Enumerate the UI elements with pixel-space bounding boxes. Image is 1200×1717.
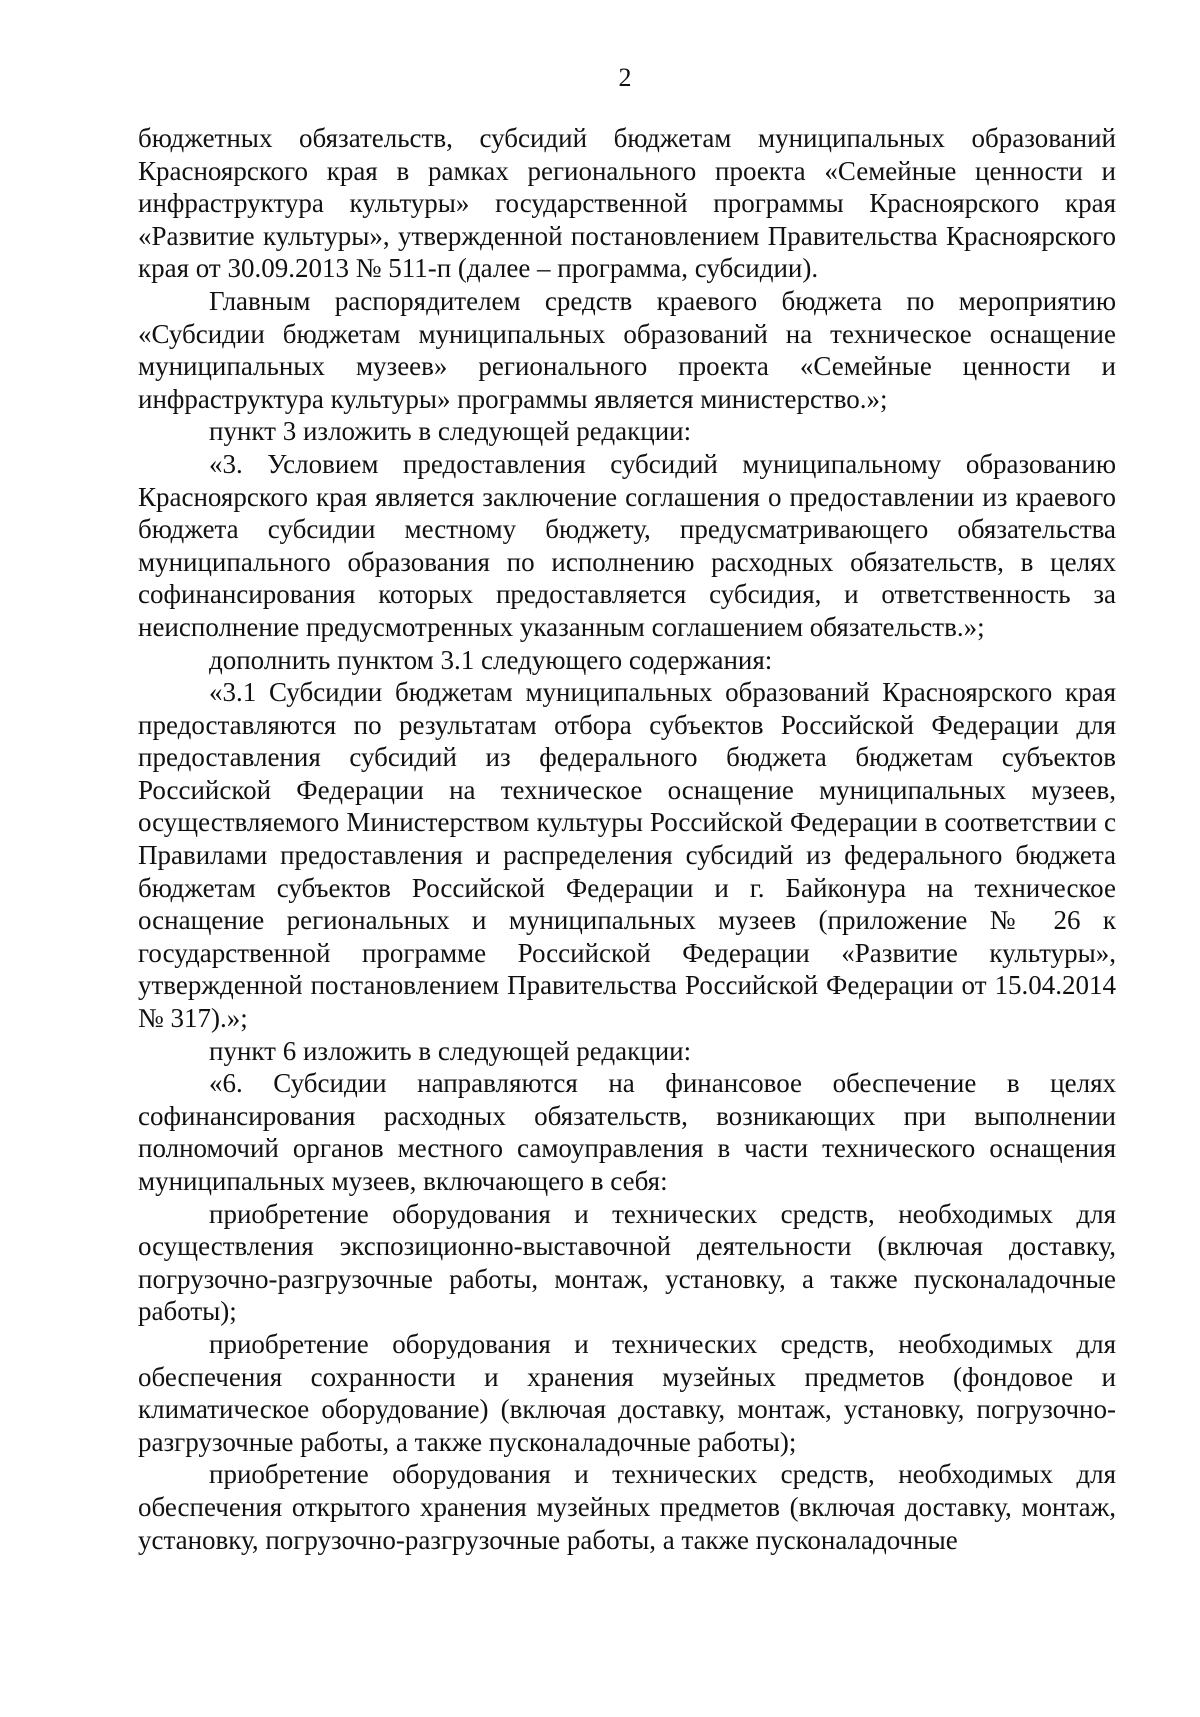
paragraph-item-6: «6. Субсидии направляются на финансовое обеспечение в целях софинансирования расходных обязательств, возникающих при выполнении полномочий органов местного самоуправления в части технического оснащения муниципальных музеев, включающего в себя: <box>138 1068 1116 1196</box>
paragraph-storage-equipment: приобретение оборудования и технических средств, необходимых для обеспечения сохранности и хранения музейных предметов (фондовое и климатическое оборудование) (включая доставку, монтаж, установку, погрузочно-разгрузочные работы, а также пусконаладочные работы); <box>138 1328 1116 1457</box>
page-number: 2 <box>618 63 632 92</box>
document-body <box>138 122 1116 1556</box>
paragraph-item-3-1: «3.1 Субсидии бюджетам муниципальных образований Красноярского края предоставляются по результатам отбора субъектов Российской Федерации для предоставления субсидий из федерального бюджета бюджетам субъектов Российской Федерации на техническое оснащение муниципальных музеев, осуществляемого Министерством культуры Российской Федерации в соответствии с Правилами предоставления и распределения субсидий из федерального бюджета бюджетам субъектов Российской Федерации и г. Байконура на техническое оснащение региональных и муниципальных музеев (приложение № 26 к государственной программе Российской Федерации «Развитие культуры», утвержденной постановлением Правительства Российской Федерации от 15.04.2014 № 317).»; <box>138 677 1116 1034</box>
paragraph-exhibition-equipment: приобретение оборудования и технических средств, необходимых для осуществления экспозиционно-выставочной деятельности (включая доставку, погрузочно-разгрузочные работы, монтаж, установку, а также пусконаладочные работы); <box>138 1198 1116 1327</box>
paragraph-item-3: «3. Условием предоставления субсидий муниципальному образованию Красноярского края является заключение соглашения о предоставлении из краевого бюджета субсидии местному бюджету, предусматривающего обязательства муниципального образования по исполнению расходных обязательств, в целях софинансирования которых предоставляется субсидия, и ответственность за неисполнение предусмотренных указанным соглашением обязательств.»; <box>138 448 1116 642</box>
paragraph-chief-administrator: Главным распорядителем средств краевого бюджета по мероприятию «Субсидии бюджетам муниципальных образований на техническое оснащение муниципальных музеев» регионального проекта «Семейные ценности и инфраструктура культуры» программы является министерство.»; <box>138 285 1116 414</box>
paragraph-budget-obligations: бюджетных обязательств, субсидий бюджетам муниципальных образований Красноярского края в рамках регионального проекта «Семейные ценности и инфраструктура культуры» государственной программы Красноярского края «Развитие культуры», утвержденной постановлением Правительства Красноярского края от 30.09.2013 № 511-п (далее – программа, субсидии). <box>138 123 1116 284</box>
paragraph-open-storage-equipment: приобретение оборудования и технических средств, необходимых для обеспечения открытого хранения музейных предметов (включая доставку, монтаж, установку, погрузочно-разгрузочные работы, а также пусконаладочные <box>138 1459 1116 1555</box>
paragraph-add-item-3-1: дополнить пунктом 3.1 следующего содержания: <box>209 644 773 675</box>
paragraph-amend-item-3: пункт 3 изложить в следующей редакции: <box>209 416 692 447</box>
paragraph-amend-item-6: пункт 6 изложить в следующей редакции: <box>209 1035 692 1066</box>
